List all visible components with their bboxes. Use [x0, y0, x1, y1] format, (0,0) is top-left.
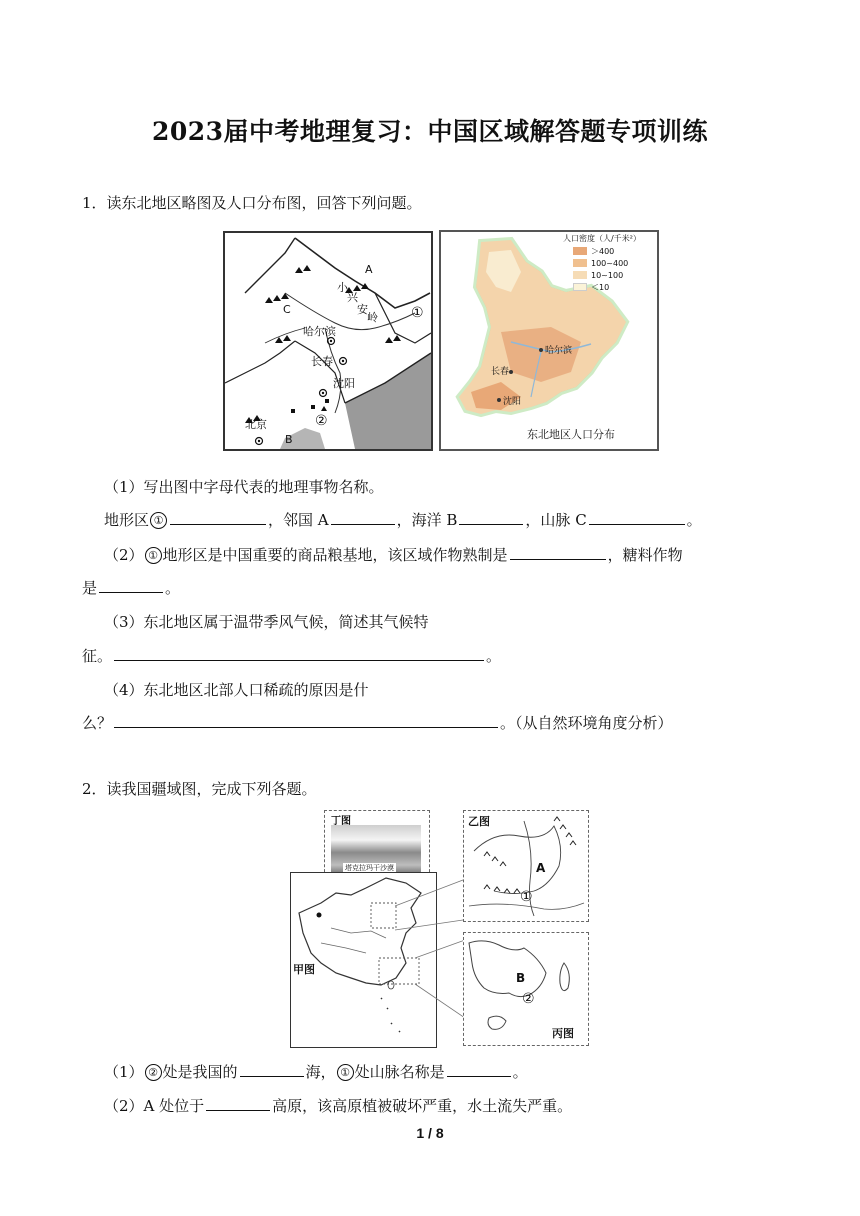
text-segment: 处山脉名称是 — [354, 1063, 445, 1081]
text-segment: ，糖料作物 — [607, 546, 683, 564]
q1-part3-cont — [82, 645, 501, 666]
yi-label: 乙图 — [468, 815, 490, 828]
text-segment: 地形区 — [104, 511, 150, 529]
label-b: B — [285, 433, 293, 446]
legend-swatch — [573, 259, 587, 267]
pop-label-shenyang: 沈阳 — [503, 397, 522, 407]
label-c: C — [283, 303, 291, 316]
legend-label: 10~100 — [591, 270, 624, 280]
q1-part1: （1）写出图中字母代表的地理事物名称。 — [104, 478, 384, 496]
label-circle-2: ② — [315, 413, 328, 429]
text-segment: （2） — [104, 546, 144, 564]
ding-label: 丁图 — [331, 816, 351, 827]
text-segment: 。 — [686, 511, 702, 529]
jia-label: 甲图 — [293, 963, 315, 976]
text-segment: 海， — [305, 1063, 336, 1081]
pop-map-caption: 东北地区人口分布 — [527, 428, 615, 441]
text-segment: 高原，该高原植被破坏严重，水土流失严重。 — [272, 1097, 573, 1115]
legend-label: ＞400 — [591, 246, 615, 256]
page-number: 1 / 8 — [416, 1125, 444, 1141]
answer-blank[interactable] — [99, 577, 163, 593]
text-segment: ，海洋 B — [396, 511, 458, 529]
legend-label: ＜10 — [591, 282, 610, 292]
q1-part4: （4）东北地区北部人口稀疏的原因是什 — [104, 681, 369, 699]
legend-swatch — [573, 283, 587, 291]
answer-blank[interactable] — [447, 1061, 511, 1077]
q1-part3: （3）东北地区属于温带季风气候，简述其气候特 — [104, 613, 429, 631]
q1-stem: 1．读东北地区略图及人口分布图，回答下列问题。 — [82, 194, 422, 212]
yi-label-circle-1: ① — [520, 889, 533, 905]
q1-part4-cont — [82, 712, 673, 733]
q1-part1-blanks — [104, 509, 702, 530]
label-shenyang: 沈阳 — [333, 377, 355, 390]
text-segment: 。（从自然环境角度分析） — [500, 714, 673, 732]
text-segment: 。 — [165, 579, 181, 597]
text-segment: （1） — [104, 1063, 144, 1081]
circled-number-2: ② — [145, 1064, 162, 1081]
label-beijing: 北京 — [245, 418, 267, 431]
q2-stem: 2．读我国疆域图，完成下列各题。 — [82, 780, 317, 798]
text-segment: 。 — [512, 1063, 528, 1081]
legend-title: 人口密度（人/千米²） — [563, 234, 641, 243]
yi-map-frame — [463, 810, 589, 922]
text-segment: ，山脉 C — [525, 511, 587, 529]
answer-blank[interactable] — [206, 1095, 270, 1111]
legend-label: 100~400 — [591, 258, 629, 268]
bing-label-circle-2: ② — [522, 991, 535, 1007]
q2-part1 — [104, 1061, 528, 1082]
answer-blank[interactable] — [331, 509, 395, 525]
circled-number-1: ① — [337, 1064, 354, 1081]
text-segment: 征。 — [82, 647, 113, 665]
answer-blank[interactable] — [114, 712, 498, 728]
text-segment: 地形区是中国重要的商品粮基地，该区域作物熟制是 — [162, 546, 508, 564]
population-distribution-map — [439, 230, 659, 451]
text-segment: 是 — [82, 579, 98, 597]
label-changchun: 长春 — [311, 355, 333, 368]
circled-number-1: ① — [150, 512, 167, 529]
bing-map-frame — [463, 932, 589, 1046]
answer-blank[interactable] — [510, 544, 606, 560]
label-a: A — [365, 263, 373, 276]
bing-label: 丙图 — [552, 1027, 574, 1040]
pop-label-changchun: 长春 — [491, 367, 510, 377]
legend-swatch — [573, 247, 587, 255]
text-segment: ，邻国 A — [268, 511, 329, 529]
circled-number-1: ① — [145, 547, 162, 564]
bing-label-b: B — [516, 971, 526, 985]
northeast-sketch-map — [223, 231, 433, 451]
answer-blank[interactable] — [459, 509, 523, 525]
label-xing: 兴 — [347, 291, 358, 304]
answer-blank[interactable] — [589, 509, 685, 525]
china-territory-figure — [285, 808, 590, 1048]
label-circle-1: ① — [411, 305, 424, 321]
yi-label-a: A — [536, 861, 546, 875]
text-segment: （2）A 处位于 — [104, 1097, 205, 1115]
label-xiao: 小 — [337, 281, 348, 294]
pop-label-harbin: 哈尔滨 — [545, 346, 573, 356]
q1-part2-cont — [82, 577, 180, 598]
page-title: 2023届中考地理复习：中国区域解答题专项训练 — [151, 117, 709, 146]
label-harbin: 哈尔滨 — [303, 325, 336, 338]
q1-part2 — [104, 544, 683, 565]
answer-blank[interactable] — [114, 645, 484, 661]
answer-blank[interactable] — [240, 1061, 304, 1077]
answer-blank[interactable] — [170, 509, 266, 525]
text-segment: 么？ — [82, 714, 113, 732]
population-legend — [573, 245, 628, 293]
text-segment: 。 — [486, 647, 502, 665]
q2-part2 — [104, 1095, 572, 1116]
text-segment: 处是我国的 — [162, 1063, 238, 1081]
label-ling: 岭 — [367, 311, 378, 324]
legend-swatch — [573, 271, 587, 279]
label-an: 安 — [357, 303, 368, 316]
ding-caption: 塔克拉玛干沙漠 — [345, 864, 394, 872]
